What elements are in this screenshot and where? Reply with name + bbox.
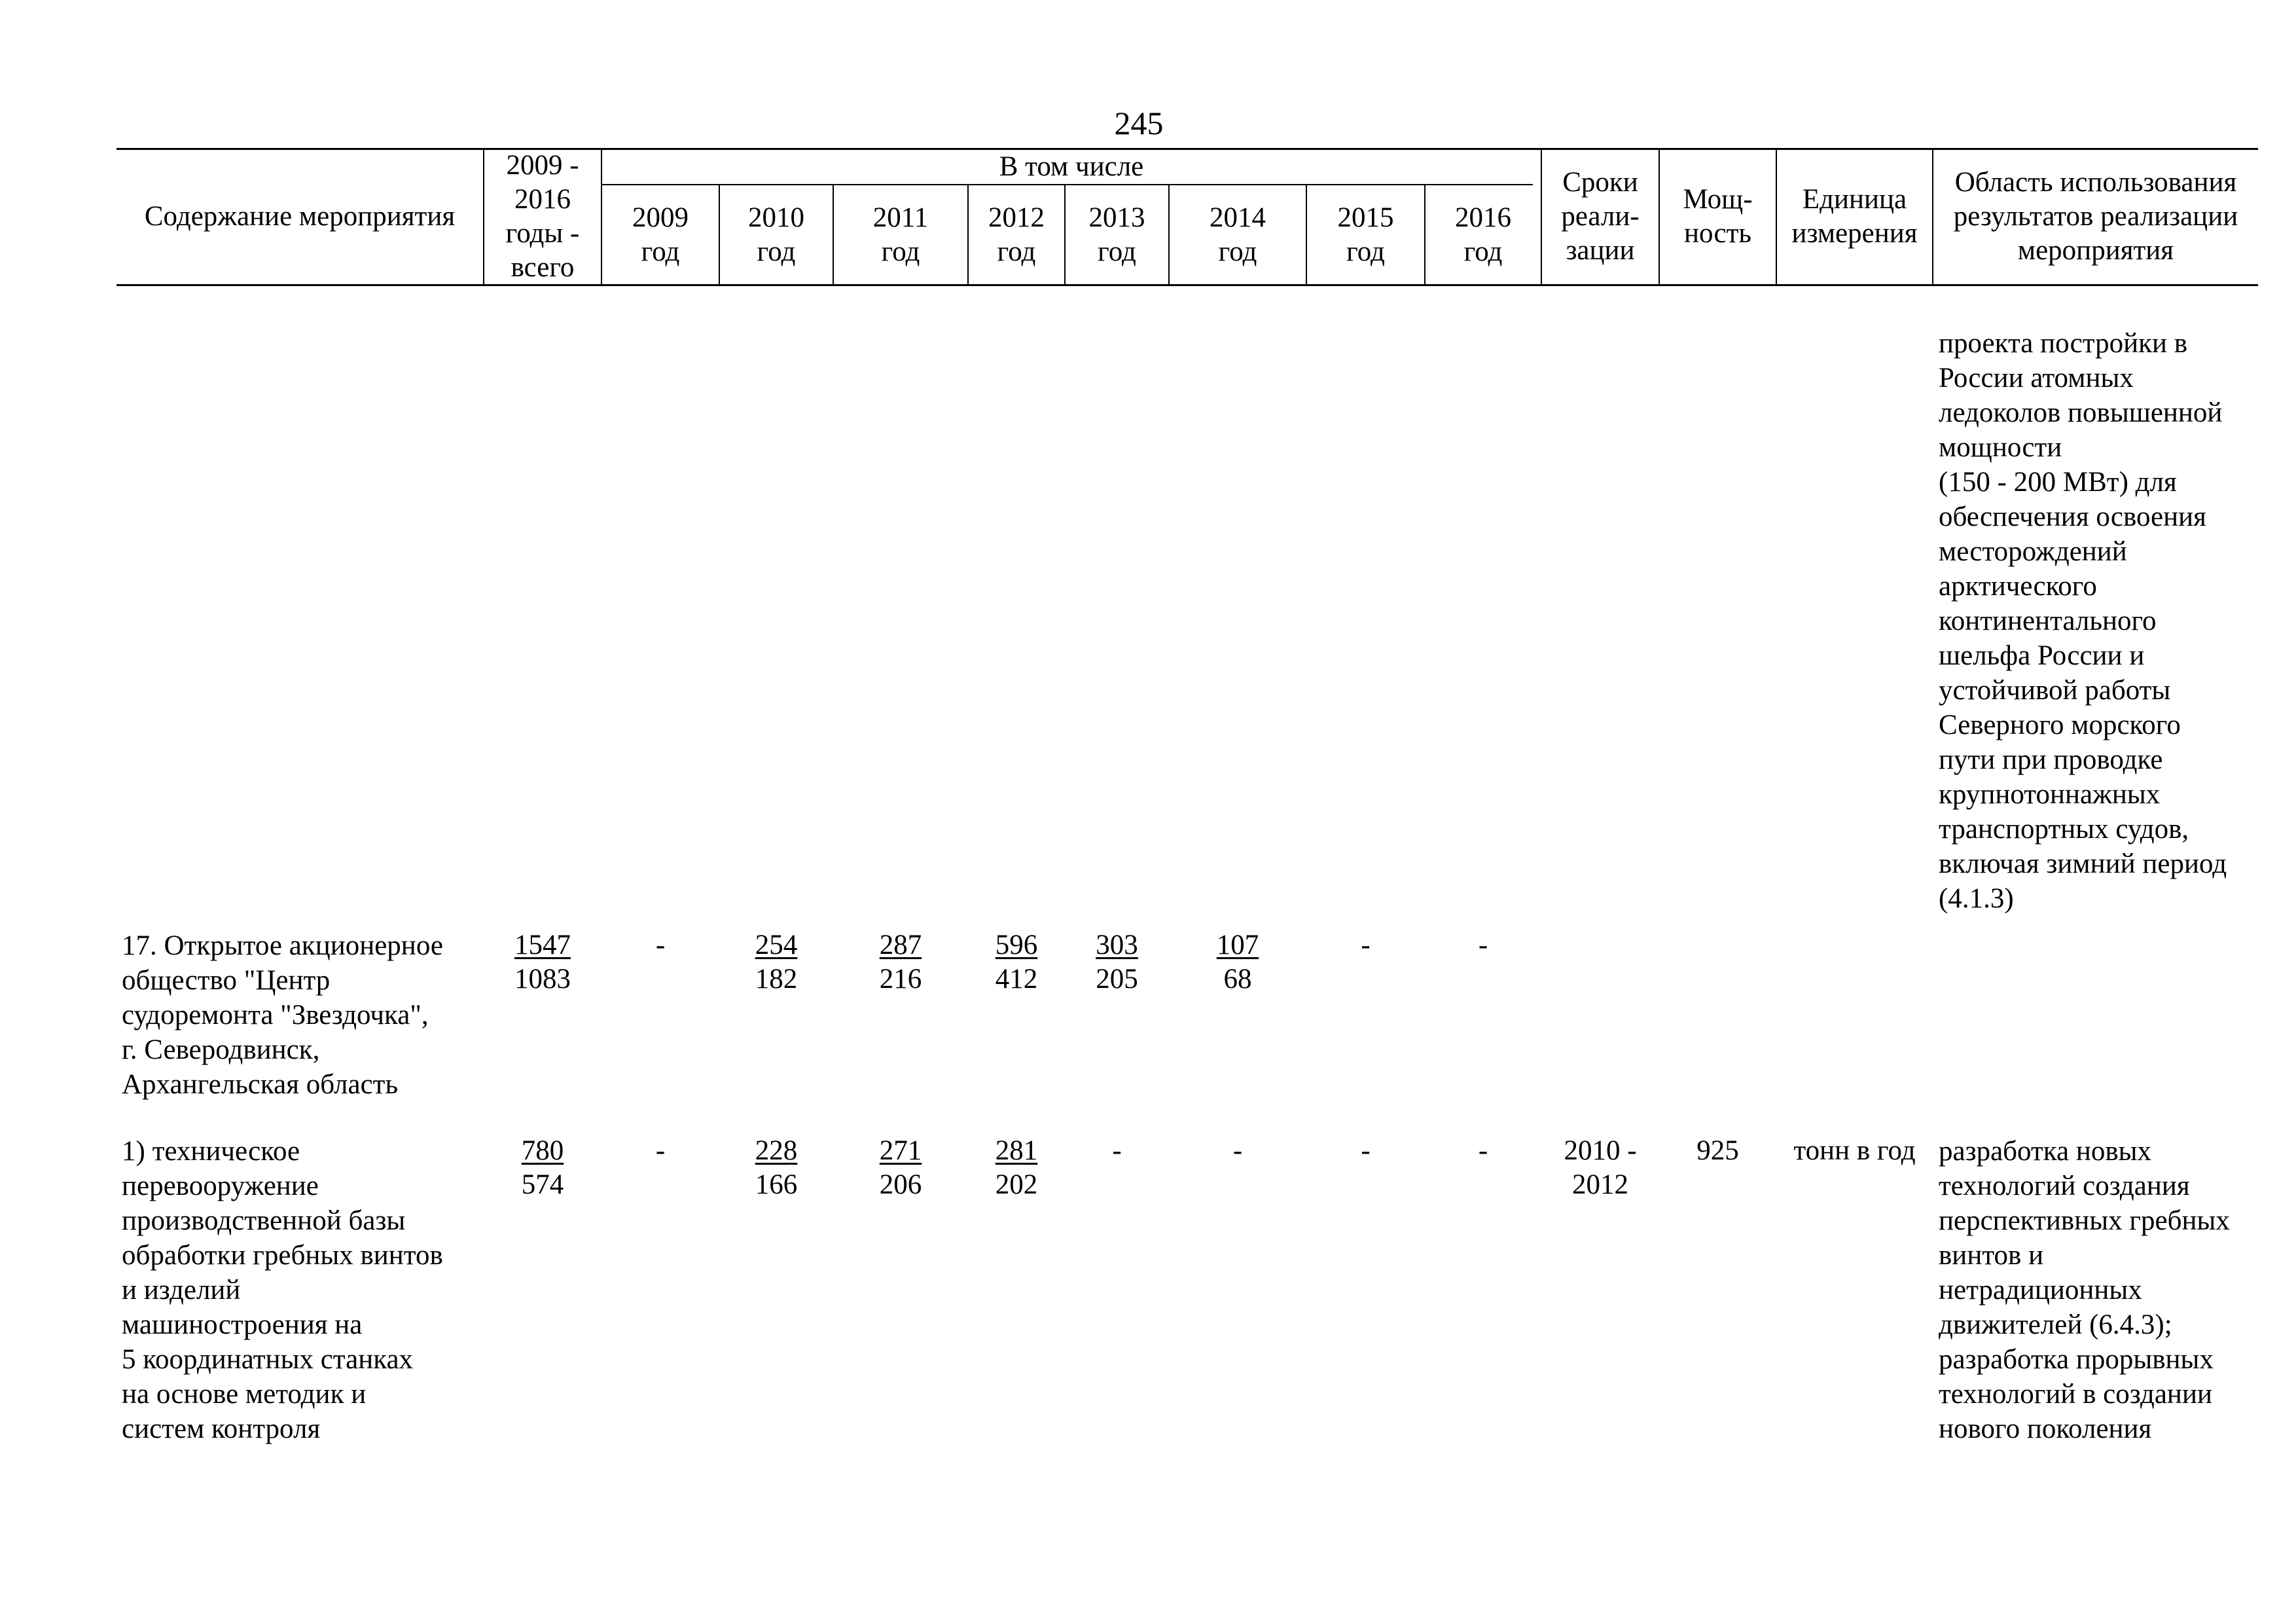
header-year-2010: 2010 год <box>748 202 804 267</box>
continuation-area-text: проекта постройки в России атомных ледоколов повышенной мощности (150 - 200 МВт) для обеспечения освоения месторождений арктического континентального шельфа России и устойчивой работы Северного морского пути при проводке крупнотоннажных транспортных судов, включая зимний период (4.1.3) <box>1939 328 2227 914</box>
header-bottom-rule <box>117 284 2258 286</box>
header-area: Область использования результатов реализации мероприятия <box>1953 167 2238 266</box>
row-year-2016: - <box>1478 1135 1488 1166</box>
row-year-2012: 281 202 <box>995 1135 1038 1200</box>
row-year-2015: - <box>1361 930 1371 960</box>
row-content: 1) техническое перевооружение производственной базы обработки гребных винтов и изделий машиностроения на 5 координатных станках на основе методик и систем контроля <box>122 1136 443 1444</box>
header-total: 2009 - 2016 годы - всего <box>505 150 580 283</box>
header-year-2014: 2014 год <box>1210 202 1266 267</box>
row-year-2009: - <box>655 930 666 960</box>
row-total: 1547 1083 <box>514 930 571 994</box>
header-capacity: Мощ- ность <box>1683 184 1753 249</box>
row-capacity: 925 <box>1696 1135 1739 1166</box>
row-year-2010: 254 182 <box>755 930 798 994</box>
row-year-2013: - <box>1112 1135 1122 1166</box>
row-year-2010: 228 166 <box>755 1135 798 1200</box>
row-total: 780 574 <box>521 1135 564 1200</box>
row-year-2014: 107 68 <box>1216 930 1259 994</box>
row-year-2011: 287 216 <box>879 930 922 994</box>
row-unit: тонн в год <box>1793 1135 1916 1166</box>
header-year-2011: 2011 год <box>872 202 929 267</box>
row-content: 17. Открытое акционерное общество "Центр судоремонта "Звездочка", г. Северодвинск, Архангельская область <box>122 930 443 1100</box>
row-year-2016: - <box>1478 930 1488 960</box>
header-year-2009: 2009 год <box>632 202 689 267</box>
header-year-2016: 2016 год <box>1455 202 1511 267</box>
row-area: разработка новых технологий создания перспективных гребных винтов и нетрадиционных движителей (6.4.3); разработка прорывных технологий в создании нового поколения <box>1939 1136 2230 1444</box>
row-year-2013: 303 205 <box>1096 930 1138 994</box>
row-year-2015: - <box>1361 1135 1371 1166</box>
header-year-2012: 2012 год <box>988 202 1045 267</box>
header-year-2015: 2015 год <box>1337 202 1394 267</box>
header-terms: Сроки реали- зации <box>1561 167 1640 266</box>
page-number: 245 <box>1114 105 1164 141</box>
row-terms: 2010 - 2012 <box>1564 1135 1637 1200</box>
row-year-2009: - <box>655 1135 666 1166</box>
header-year-2013: 2013 год <box>1088 202 1145 267</box>
row-year-2014: - <box>1232 1135 1243 1166</box>
header-including: В том числе <box>999 151 1144 182</box>
header-content: Содержание мероприятия <box>144 201 456 232</box>
row-year-2012: 596 412 <box>995 930 1038 994</box>
row-year-2011: 271 206 <box>879 1135 922 1200</box>
header-unit: Единица измерения <box>1791 184 1918 249</box>
